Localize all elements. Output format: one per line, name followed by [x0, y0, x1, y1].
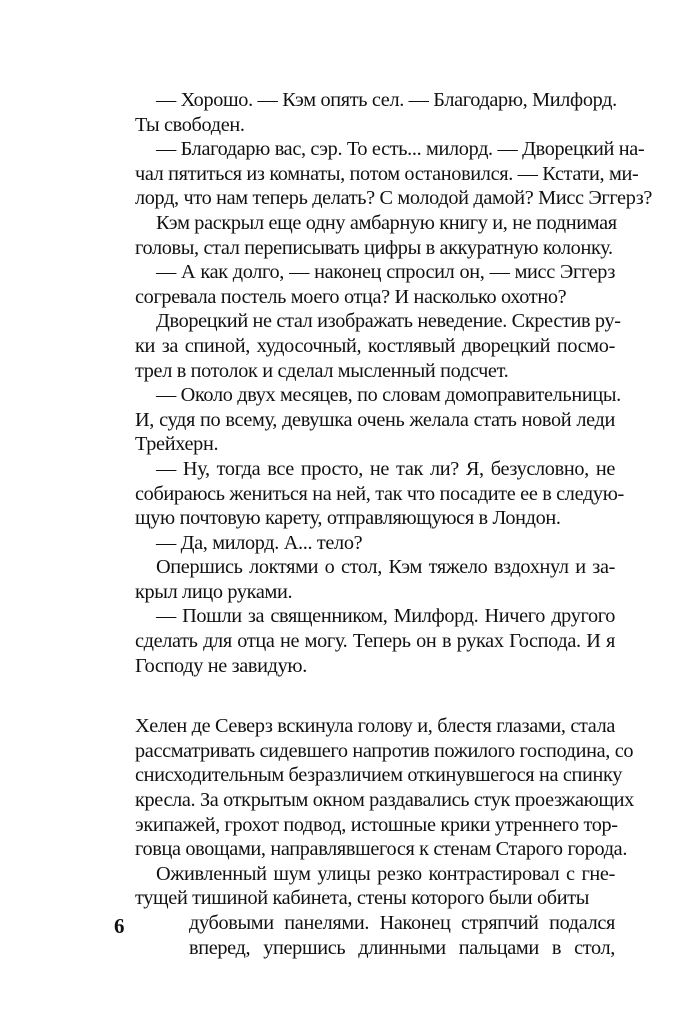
text-line: Ты свободен. — [135, 113, 245, 136]
paragraph — [114, 604, 615, 678]
text-line: крыл лицо руками. — [135, 580, 293, 603]
text-line: И, судя по всему, девушка очень желала стать новой леди — [135, 408, 615, 431]
text-line: — Ну, тогда все просто, не так ли? Я, безусловно, не — [156, 457, 615, 480]
paragraph — [114, 555, 615, 604]
text-tail-beside-page-number — [114, 911, 615, 960]
section-break — [114, 678, 615, 714]
paragraph — [114, 88, 615, 137]
text-line: говца овощами, направлявшегося к стенам Старого города. — [135, 838, 628, 861]
text-line: — А как долго, — наконец спросил он, — мисс Эггерз — [156, 261, 615, 284]
paragraph — [114, 137, 653, 211]
text-line: чал пятиться из комнаты, потом остановился. — Кстати, ми- — [135, 162, 639, 185]
text-line: кресла. За открытым окном раздавались стук проезжающих — [135, 789, 634, 812]
paragraph — [114, 260, 615, 309]
paragraph — [114, 862, 615, 911]
paragraph — [114, 211, 615, 260]
text-line: головы, стал переписывать цифры в аккуратную колонку. — [135, 236, 613, 259]
text-line: тущей тишиной кабинета, стены которого были обиты — [135, 887, 590, 910]
text-line: Опершись локтями о стол, Кэм тяжело вздохнул и за- — [156, 556, 615, 579]
text-line: рассматривать сидевшего напротив пожилого господина, со — [135, 739, 634, 762]
text-line: Хелен де Северз вскинула голову и, блестя глазами, стала — [135, 715, 615, 738]
paragraph — [114, 309, 621, 383]
text-line: экипажей, грохот подвод, истошные крики утреннего тор- — [135, 813, 618, 836]
text-line: Трейхерн. — [135, 433, 219, 456]
text-line: — Да, милорд. А... тело? — [156, 531, 363, 554]
text-section-1 — [114, 88, 653, 678]
paragraph — [114, 383, 621, 457]
text-line: Господу не завидую. — [135, 654, 307, 677]
text-line: лорд, что нам теперь делать? С молодой дамой? Мисс Эггерз? — [135, 187, 653, 210]
text-line: — Около двух месяцев, по словам домоправительницы. — [156, 384, 621, 407]
text-line: ки за спиной, худосочный, костлявый дворецкий посмо- — [135, 334, 615, 357]
text-section-2 — [114, 714, 634, 911]
paragraph — [114, 531, 615, 556]
text-line: дубовыми панелями. Наконец стряпчий подался — [189, 912, 615, 934]
text-line: вперед, упершись длинными пальцами в стол, — [189, 936, 615, 959]
text-line: — Благодарю вас, сэр. То есть... милорд. — Дворецкий на- — [156, 138, 645, 161]
text-line: Кэм раскрыл еще одну амбарную книгу и, не поднимая — [156, 211, 617, 234]
text-line: Оживленный шум улицы резко контрастировал с гне- — [156, 862, 615, 885]
text-line: щую почтовую карету, отправляющуюся в Лондон. — [135, 507, 561, 530]
text-line: — Хорошо. — Кэм опять сел. — Благодарю, Милфорд. — [156, 89, 617, 111]
text-line: собираюсь жениться на ней, так что посадите ее в следую- — [135, 482, 624, 505]
text-line: Дворецкий не стал изображать неведение. Скрестив ру- — [156, 310, 621, 333]
text-line: трел в потолок и сделал мысленный подсчет. — [135, 359, 509, 382]
text-line: согревала постель моего отца? И насколько охотно? — [135, 285, 567, 308]
text-line: — Пошли за священником, Милфорд. Ничего другого — [156, 605, 615, 628]
text-line: сделать для отца не могу. Теперь он в руках Господа. И я — [135, 630, 615, 653]
paragraph — [114, 457, 624, 531]
page-number: 6 — [114, 914, 125, 938]
book-page-text — [114, 88, 653, 960]
paragraph — [114, 714, 634, 862]
text-line: снисходительным безразличием откинувшегося на спинку — [135, 764, 623, 787]
